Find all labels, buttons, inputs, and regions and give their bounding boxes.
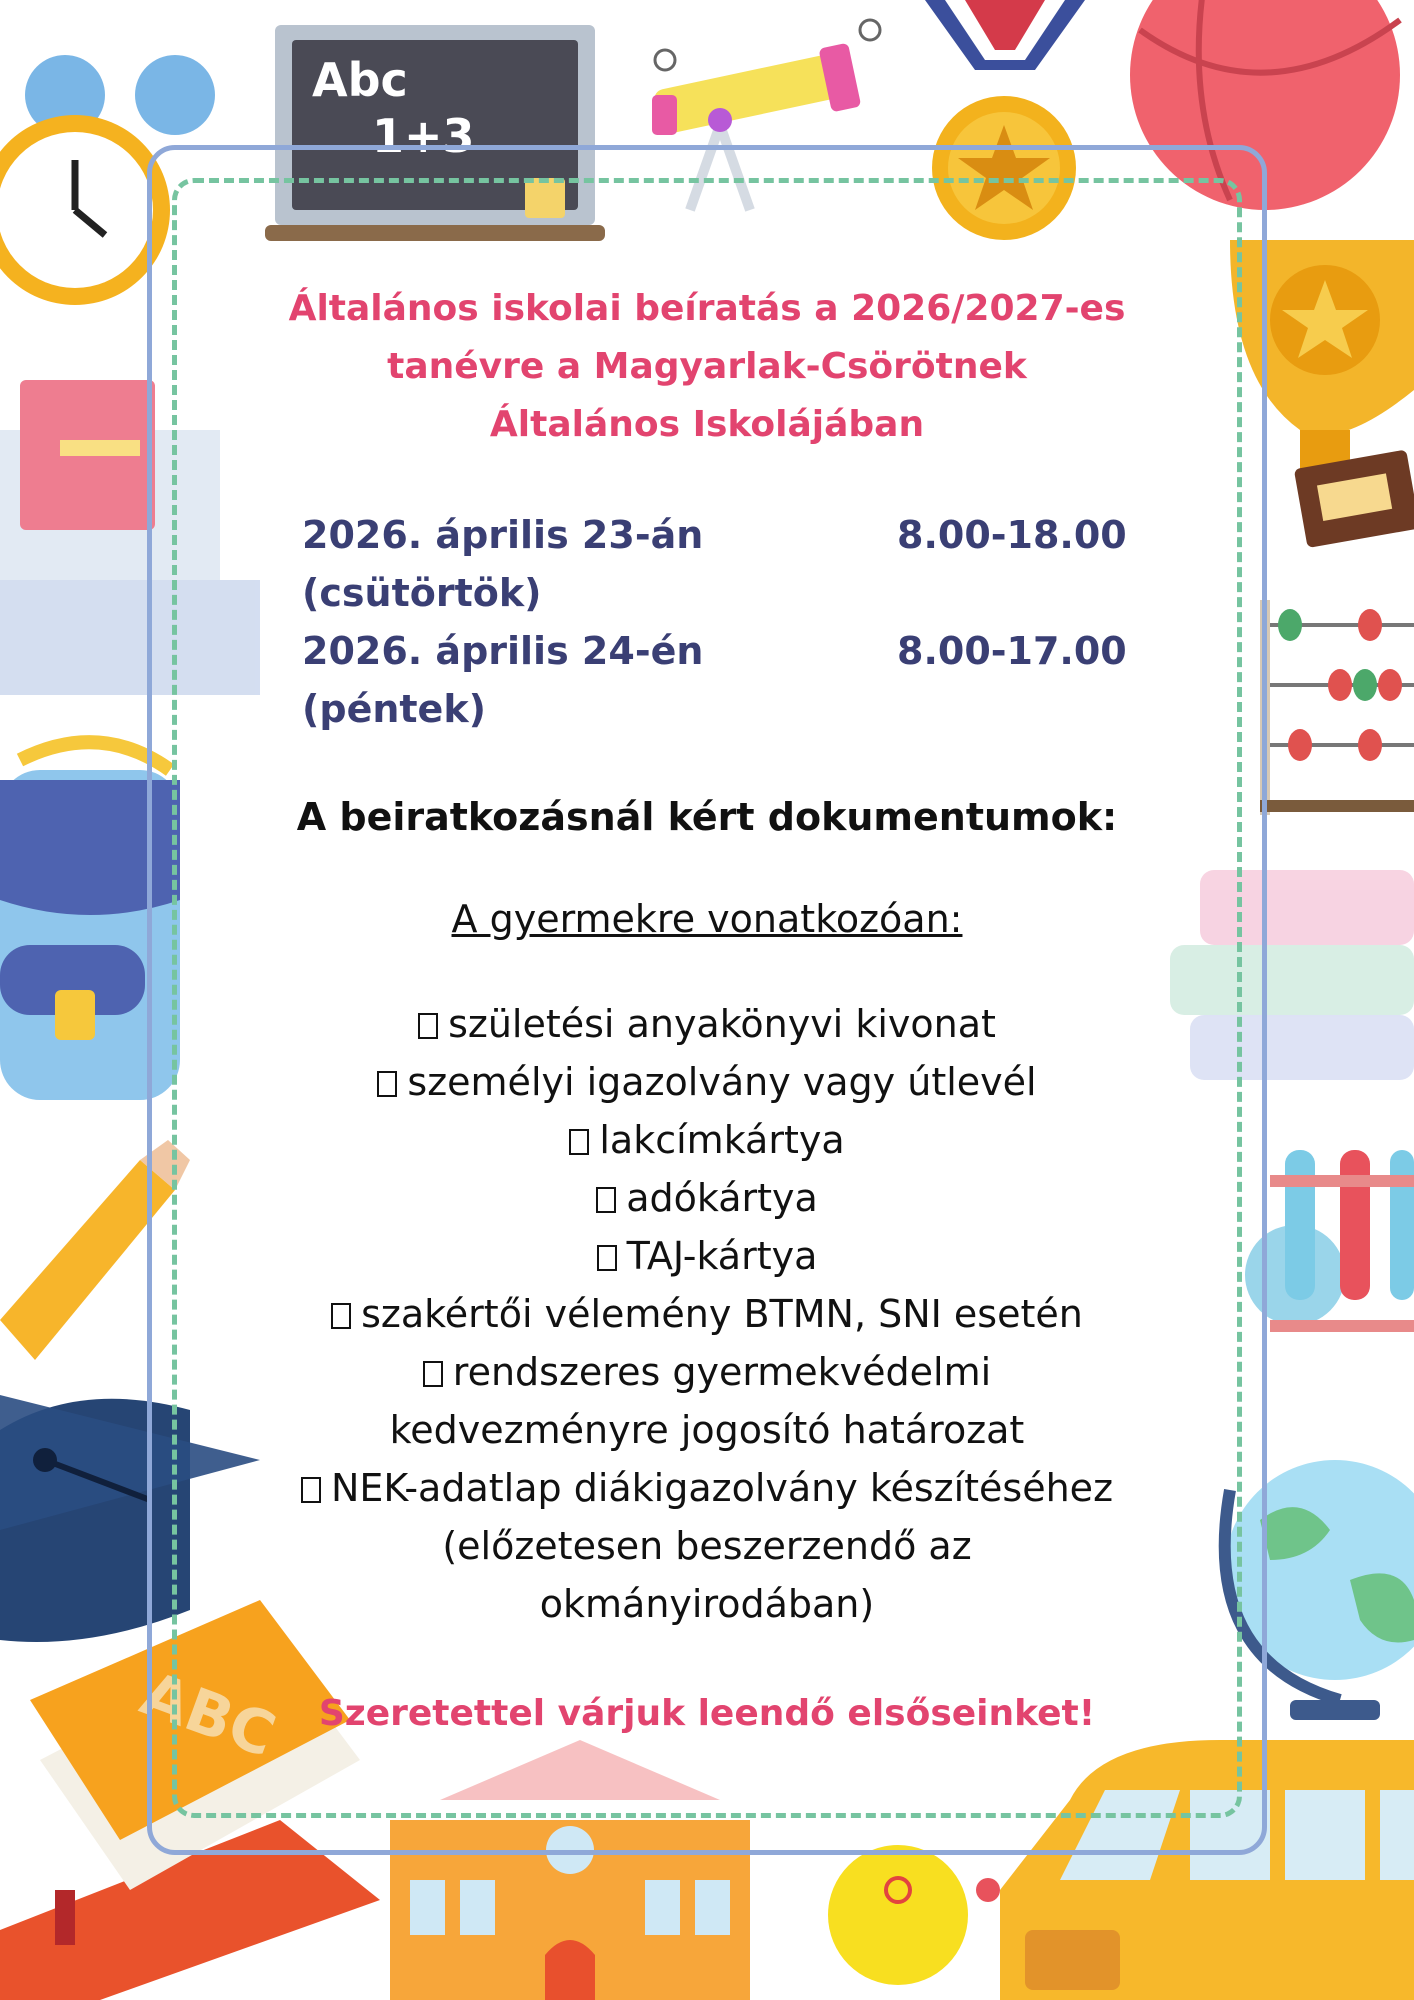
checkbox-glyph-icon xyxy=(418,1013,438,1039)
list-item-label: szakértői vélemény BTMN, SNI esetén xyxy=(361,1292,1083,1336)
checkbox-glyph-icon xyxy=(301,1477,321,1503)
documents-heading: A beiratkozásnál kért dokumentumok: xyxy=(296,795,1118,839)
list-item-continuation: kedvezményre jogosító határozat xyxy=(389,1408,1025,1452)
list-item xyxy=(200,1227,1214,1285)
list-item-continuation: okmányirodában) xyxy=(539,1582,875,1626)
list-item xyxy=(200,1459,1214,1517)
test-tubes-icon xyxy=(1245,1150,1414,1332)
schedule-date: 2026. április 23-án (csütörtök) xyxy=(302,513,704,615)
book-text: ABC xyxy=(132,1658,285,1772)
schedule-time: 8.00-17.00 xyxy=(897,629,1127,673)
list-item xyxy=(200,1285,1214,1343)
checkbox-glyph-icon xyxy=(597,1245,617,1271)
list-item xyxy=(200,1343,1214,1401)
schedule-row xyxy=(200,622,1214,738)
checkbox-glyph-icon xyxy=(377,1071,397,1097)
chalkboard-line-1: Abc xyxy=(312,53,408,107)
list-item xyxy=(200,1111,1214,1169)
flyer-content xyxy=(200,280,1214,1734)
list-item-label: TAJ-kártya xyxy=(626,1234,818,1278)
documents-list xyxy=(200,995,1214,1633)
list-item-label: születési anyakönyvi kivonat xyxy=(448,1002,996,1046)
checkbox-glyph-icon xyxy=(569,1129,589,1155)
checkbox-glyph-icon xyxy=(596,1187,616,1213)
child-documents-heading: A gyermekre vonatkozóan: xyxy=(451,897,963,941)
list-item xyxy=(200,1053,1214,1111)
list-item-label: rendszeres gyermekvédelmi xyxy=(452,1350,992,1394)
list-item xyxy=(200,995,1214,1053)
title-line-3: Általános Iskolájában xyxy=(489,404,925,445)
checkbox-glyph-icon xyxy=(331,1303,351,1329)
list-item-continuation: (előzetesen beszerzendő az xyxy=(442,1524,972,1568)
title-line-2: tanévre a Magyarlak-Csörötnek xyxy=(387,346,1027,387)
schedule-time: 8.00-18.00 xyxy=(897,513,1127,557)
enrollment-schedule xyxy=(200,506,1214,738)
list-item-label: lakcímkártya xyxy=(599,1118,845,1162)
closing-message: Szeretettel várjuk leendő elsőseinket! xyxy=(318,1693,1096,1734)
light-bulb-icon xyxy=(828,1845,1000,1985)
checkbox-glyph-icon xyxy=(423,1361,443,1387)
chalkboard-line-2: 1+3 xyxy=(372,109,475,163)
flyer-title xyxy=(200,280,1214,454)
abacus-icon xyxy=(1260,600,1414,815)
title-line-1: Általános iskolai beíratás a 2026/2027-es xyxy=(288,288,1126,329)
schedule-date: 2026. április 24-én (péntek) xyxy=(302,629,704,731)
list-item-label: személyi igazolvány vagy útlevél xyxy=(407,1060,1037,1104)
list-item-label: NEK-adatlap diákigazolvány készítéséhez xyxy=(330,1466,1114,1510)
list-item-label: adókártya xyxy=(626,1176,818,1220)
list-item xyxy=(200,1169,1214,1227)
schedule-row xyxy=(200,506,1214,622)
